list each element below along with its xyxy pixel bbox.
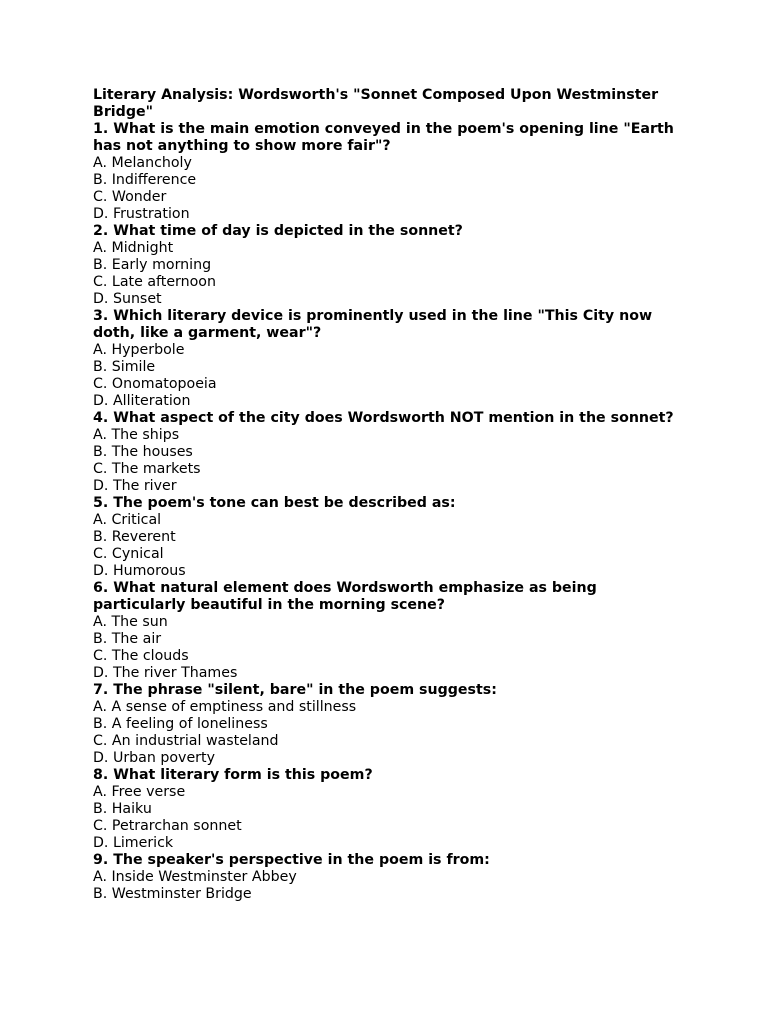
answer-option: A. The sun [93,614,168,630]
question-block [93,682,693,767]
question-text: 4. What aspect of the city does Wordsworth NOT mention in the sonnet? [93,410,674,426]
answer-option: D. Frustration [93,206,190,222]
answer-option: B. The air [93,631,162,647]
answer-option: C. Petrarchan sonnet [93,818,242,834]
answer-option: D. Urban poverty [93,750,215,766]
question-text: 9. The speaker's perspective in the poem is from: [93,852,490,868]
answer-option: A. A sense of emptiness and stillness [93,699,357,715]
question-block [93,767,693,852]
answer-option: B. Reverent [93,529,176,545]
question-block [93,121,693,223]
answer-option: C. Late afternoon [93,274,216,290]
question-block [93,852,693,903]
answer-option: A. The ships [93,427,180,443]
question-text: 7. The phrase "silent, bare" in the poem suggests: [93,682,497,698]
answer-option: A. Hyperbole [93,342,185,358]
answer-option: B. Westminster Bridge [93,886,252,902]
answer-option: C. Cynical [93,546,164,562]
question-text: 1. What is the main emotion conveyed in the poem's opening line "Earth has not anything to show more fair"? [93,121,674,154]
answer-option: D. Limerick [93,835,174,851]
question-block [93,223,693,308]
question-block [93,410,693,495]
question-block [93,495,693,580]
answer-option: D. The river [93,478,177,494]
answer-option: B. The houses [93,444,193,460]
answer-option: A. Melancholy [93,155,192,171]
answer-option: C. Wonder [93,189,167,205]
answer-option: D. The river Thames [93,665,238,681]
document-title: Literary Analysis: Wordsworth's "Sonnet Composed Upon Westminster Bridge" [93,87,659,120]
question-text: 5. The poem's tone can best be described as: [93,495,456,511]
answer-option: C. The clouds [93,648,189,664]
answer-option: A. Midnight [93,240,174,256]
answer-option: B. Haiku [93,801,152,817]
answer-option: C. Onomatopoeia [93,376,217,392]
question-list [93,121,693,903]
answer-option: A. Critical [93,512,162,528]
question-text: 8. What literary form is this poem? [93,767,373,783]
question-text: 3. Which literary device is prominently used in the line "This City now doth, like a garment, wear"? [93,308,653,341]
answer-option: D. Sunset [93,291,162,307]
answer-option: C. The markets [93,461,201,477]
question-text: 2. What time of day is depicted in the sonnet? [93,223,463,239]
question-block [93,580,693,682]
question-text: 6. What natural element does Wordsworth emphasize as being particularly beautiful in the morning scene? [93,580,597,613]
answer-option: B. Early morning [93,257,212,273]
answer-option: D. Humorous [93,563,186,579]
answer-option: B. A feeling of loneliness [93,716,268,732]
document-body [93,87,693,903]
answer-option: C. An industrial wasteland [93,733,279,749]
answer-option: B. Simile [93,359,156,375]
answer-option: B. Indifference [93,172,197,188]
question-block [93,308,693,410]
answer-option: D. Alliteration [93,393,191,409]
answer-option: A. Free verse [93,784,186,800]
answer-option: A. Inside Westminster Abbey [93,869,297,885]
